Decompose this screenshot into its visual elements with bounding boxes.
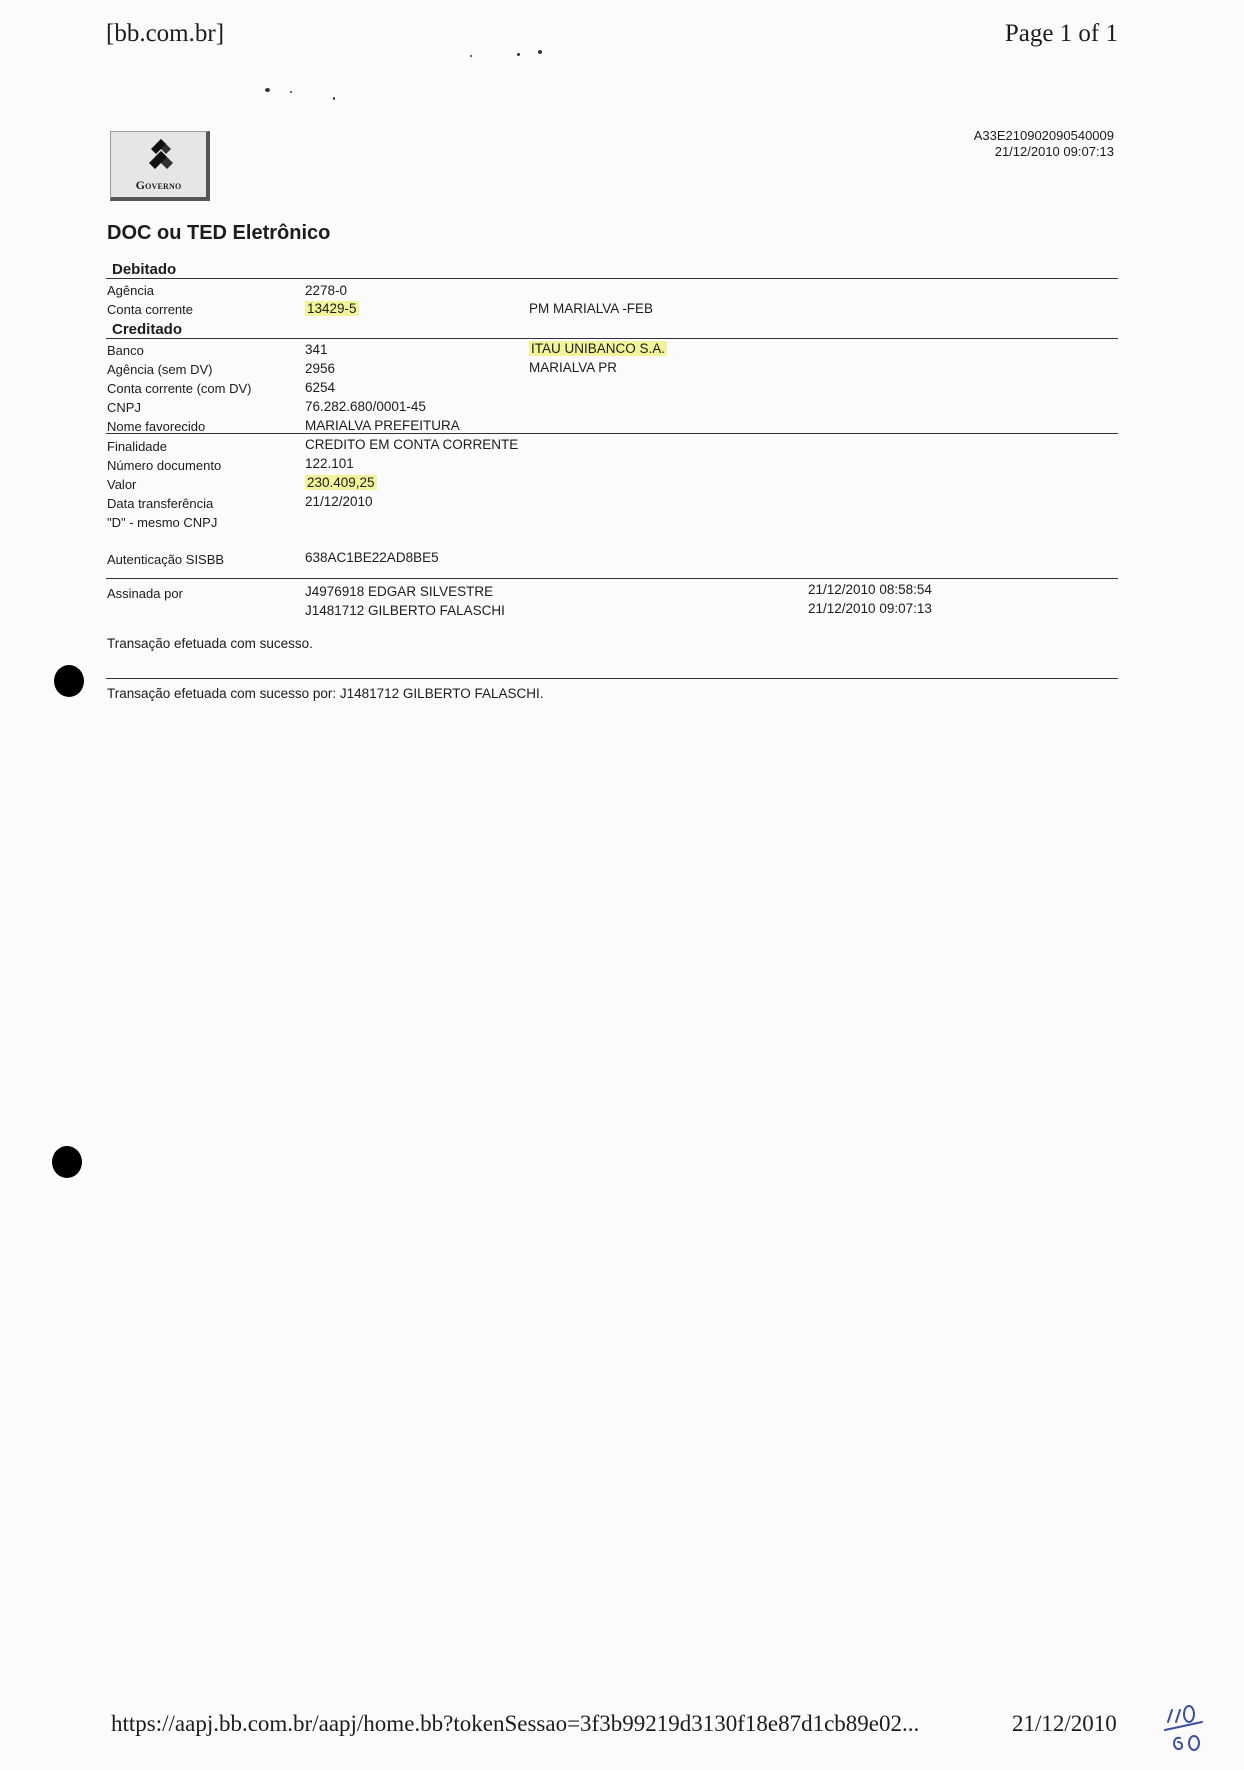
footer-url: https://aapj.bb.com.br/aapj/home.bb?tokenSessao=3f3b99219d3130f18e87d1cb89e02...: [111, 1711, 920, 1736]
scan-speck: [470, 55, 472, 57]
status-by-message: Transação efetuada com sucesso por: J1481712 GILBERTO FALASCHI.: [107, 686, 544, 701]
divider: [106, 678, 1118, 679]
signer-name: J4976918 EDGAR SILVESTRE: [305, 584, 494, 599]
credit-bank-code: 341: [305, 342, 328, 357]
punch-hole: [54, 665, 84, 697]
debit-agency-label: Agência: [107, 283, 154, 298]
credit-city: MARIALVA PR: [529, 360, 618, 375]
credit-bank-name: [529, 341, 667, 356]
credit-account-value: 6254: [305, 380, 336, 395]
authentication-label: Autenticação SISBB: [107, 552, 225, 567]
debit-account-label: Conta corrente: [107, 302, 193, 317]
handwritten-page-annotation: [1160, 1700, 1210, 1755]
section-debitado-heading: Debitado: [112, 261, 177, 278]
scan-speck: [265, 88, 270, 92]
document-number-value: 122.101: [305, 456, 354, 471]
highlight-mark: 13429-5: [307, 301, 357, 316]
signer-name: J1481712 GILBERTO FALASCHI: [305, 603, 505, 618]
section-creditado-heading: Creditado: [112, 321, 183, 338]
status-message: Transação efetuada com sucesso.: [107, 636, 313, 651]
credit-agency-label: Agência (sem DV): [107, 362, 213, 377]
signer-datetime: 21/12/2010 09:07:13: [808, 601, 932, 616]
document-title: DOC ou TED Eletrônico: [107, 222, 331, 244]
same-cnpj-label: "D" - mesmo CNPJ: [107, 515, 218, 530]
purpose-label: Finalidade: [107, 439, 167, 454]
transaction-id-block: [974, 128, 1114, 160]
scan-speck: [333, 97, 335, 100]
highlight-mark: ITAU UNIBANCO S.A.: [531, 341, 666, 356]
bb-logo-icon: [143, 138, 179, 174]
punch-hole: [52, 1146, 82, 1178]
footer-date: 21/12/2010: [1012, 1711, 1117, 1736]
highlight-mark: 230.409,25: [307, 475, 375, 490]
scan-speck: [538, 50, 542, 54]
debit-account-value: [305, 301, 359, 316]
credit-bank-label: Banco: [107, 343, 144, 358]
divider: [106, 278, 1118, 279]
purpose-value: CREDITO EM CONTA CORRENTE: [305, 437, 519, 452]
transaction-timestamp: 21/12/2010 09:07:13: [994, 144, 1114, 159]
scan-speck: [517, 53, 520, 56]
scan-speck: [290, 91, 292, 93]
divider: [106, 578, 1118, 579]
amount-label: Valor: [107, 477, 137, 492]
credit-favored-value: MARIALVA PREFEITURA: [305, 418, 460, 433]
credit-account-label: Conta corrente (com DV): [107, 381, 252, 396]
credit-favored-label: Nome favorecido: [107, 419, 206, 434]
transfer-date-value: 21/12/2010: [305, 494, 373, 509]
site-header: [bb.com.br]: [106, 20, 225, 47]
page-number: Page 1 of 1: [1004, 20, 1118, 47]
bank-logo: [110, 131, 210, 201]
transaction-id: A33E210902090540009: [973, 128, 1114, 143]
debit-account-holder: PM MARIALVA -FEB: [529, 301, 654, 316]
signed-by-label: Assinada por: [107, 586, 183, 601]
divider: [106, 338, 1118, 339]
credit-cnpj-label: CNPJ: [107, 400, 141, 415]
divider: [106, 433, 1118, 434]
document-number-label: Número documento: [107, 458, 222, 473]
credit-agency-value: 2956: [305, 361, 336, 376]
authentication-value: 638AC1BE22AD8BE5: [305, 550, 439, 565]
debit-agency-value: 2278-0: [305, 283, 348, 298]
credit-cnpj-value: 76.282.680/0001-45: [305, 399, 426, 414]
amount-value: [305, 475, 377, 490]
signer-datetime: 21/12/2010 08:58:54: [808, 582, 932, 597]
transfer-date-label: Data transferência: [107, 496, 214, 511]
logo-text: Governo: [135, 178, 182, 192]
